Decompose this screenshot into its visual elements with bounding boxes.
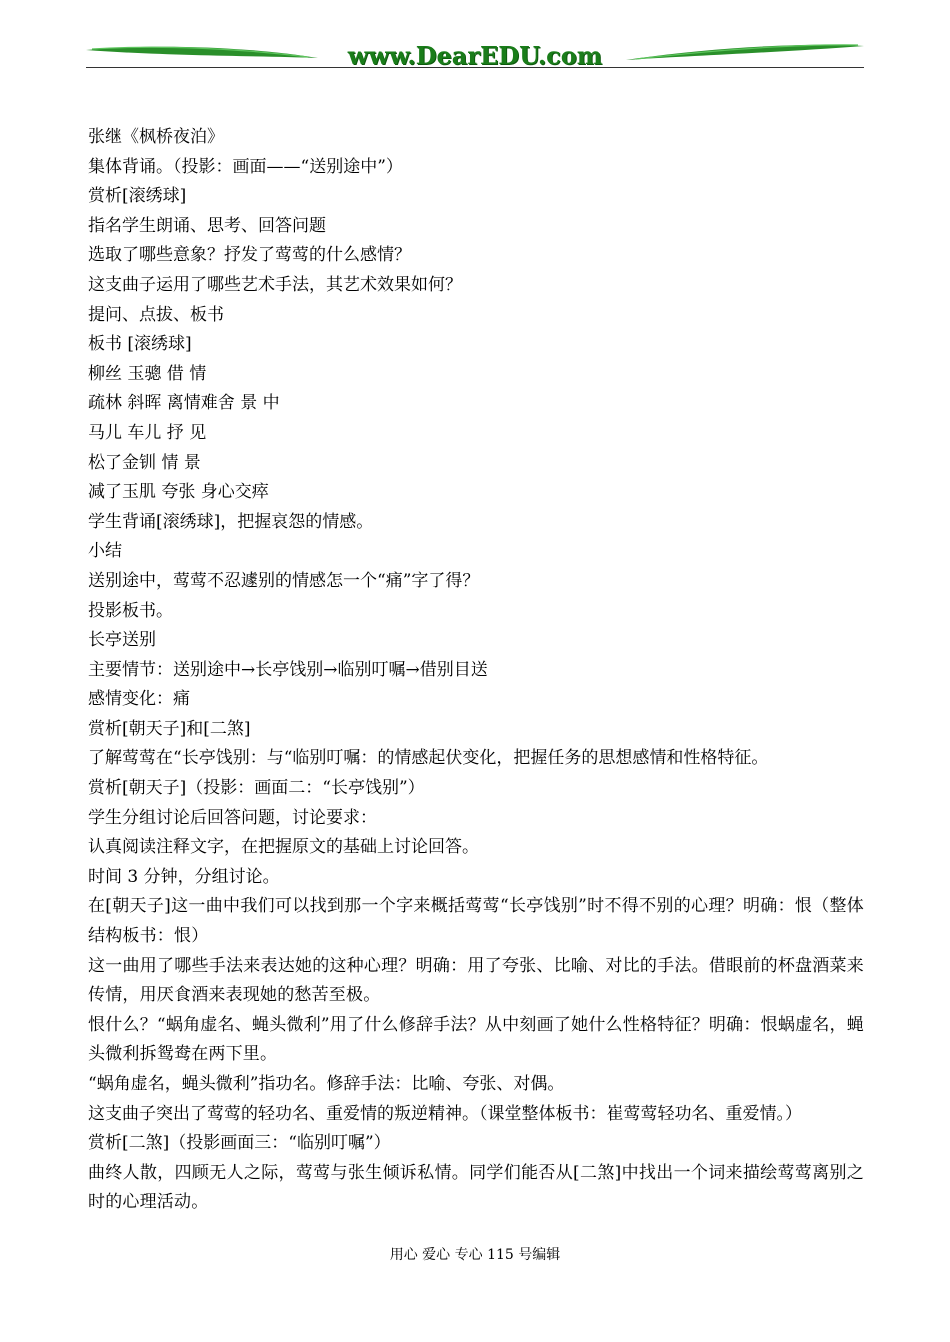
text-line: 赏析[朝天子]和[二煞] bbox=[88, 718, 251, 739]
text-line: 赏析[滚绣球] bbox=[88, 186, 187, 207]
text-paragraph: 这一曲用了哪些手法来表达她的这种心理？明确：用了夸张、比喻、对比的手法。借眼前的杯盘酒菜来传情，用厌食酒来表现她的愁苦至极。 bbox=[88, 955, 864, 1006]
page-footer: 用心 爱心 专心 115 号编辑 bbox=[389, 1247, 561, 1263]
page-header bbox=[86, 36, 864, 72]
text-paragraph: 恨什么？“蜗角虚名、蝇头微利”用了什么修辞手法？从中刻画了她什么性格特征？明确：恨蜗虚名，蝇头微利拆鸳鸯在两下里。 bbox=[88, 1014, 864, 1065]
text-line: 柳丝 玉骢 借 情 bbox=[88, 363, 207, 384]
text-line: 时间 3 分钟，分组讨论。 bbox=[88, 866, 280, 887]
text-line: 学生背诵[滚绣球]，把握哀怨的情感。 bbox=[88, 511, 374, 532]
text-line: 疏林 斜晖 离情难舍 景 中 bbox=[88, 393, 280, 414]
text-line: 板书 [滚绣球] bbox=[88, 334, 192, 355]
text-line: 主要情节：送别途中→长亭饯别→临别叮嘱→借别目送 bbox=[88, 659, 488, 680]
text-paragraph: 在[朝天子]这一曲中我们可以找到那一个字来概括莺莺“长亭饯别”时不得不别的心理？明确：恨（整体结构板书：恨） bbox=[88, 896, 864, 947]
text-line: 张继《枫桥夜泊》 bbox=[88, 127, 224, 147]
text-line: 小结 bbox=[88, 541, 122, 562]
text-line: 指名学生朗诵、思考、回答问题 bbox=[88, 215, 326, 236]
text-line: 长亭送别 bbox=[88, 630, 156, 651]
text-line: 马儿 车儿 抒 见 bbox=[88, 422, 207, 443]
text-line: 赏析[朝天子]（投影：画面二：“长亭饯别”） bbox=[88, 778, 425, 799]
text-line: 感情变化：痛 bbox=[88, 689, 190, 710]
header-divider bbox=[86, 67, 864, 68]
text-line: 学生分组讨论后回答问题，讨论要求： bbox=[88, 807, 377, 828]
text-line: 减了玉肌 夸张 身心交瘁 bbox=[88, 482, 269, 503]
text-line: 松了金钏 情 景 bbox=[88, 452, 201, 473]
document-body bbox=[88, 123, 864, 1218]
text-line: 了解莺莺在“长亭饯别：与“临别叮嘱：的情感起伏变化，把握任务的思想感情和性格特征。 bbox=[88, 748, 769, 769]
text-line: 投影板书。 bbox=[88, 600, 173, 621]
text-line: 赏析[二煞]（投影画面三：“临别叮嘱”） bbox=[88, 1133, 391, 1154]
text-line: 集体背诵。（投影：画面——“送别途中”） bbox=[88, 156, 403, 177]
site-logo-text: www.DearEDU.com bbox=[347, 41, 603, 70]
text-line: 选取了哪些意象？抒发了莺莺的什么感情？ bbox=[88, 245, 411, 266]
text-line: “蜗角虚名，蝇头微利”指功名。修辞手法：比喻、夸张、对偶。 bbox=[88, 1074, 565, 1094]
text-line: 送别途中，莺莺不忍遽别的情感怎一个“痛”字了得？ bbox=[88, 570, 480, 591]
text-paragraph: 曲终人散，四顾无人之际，莺莺与张生倾诉私情。同学们能否从[二煞]中找出一个词来描绘莺莺离别之时的心理活动。 bbox=[88, 1162, 864, 1213]
text-line: 提问、点拔、板书 bbox=[88, 304, 224, 325]
text-line: 认真阅读注释文字，在把握原文的基础上讨论回答。 bbox=[88, 837, 479, 858]
text-line: 这支曲子运用了哪些艺术手法，其艺术效果如何？ bbox=[88, 274, 462, 295]
text-line: 这支曲子突出了莺莺的轻功名、重爱情的叛逆精神。（课堂整体板书：崔莺莺轻功名、重爱情。） bbox=[88, 1103, 802, 1124]
